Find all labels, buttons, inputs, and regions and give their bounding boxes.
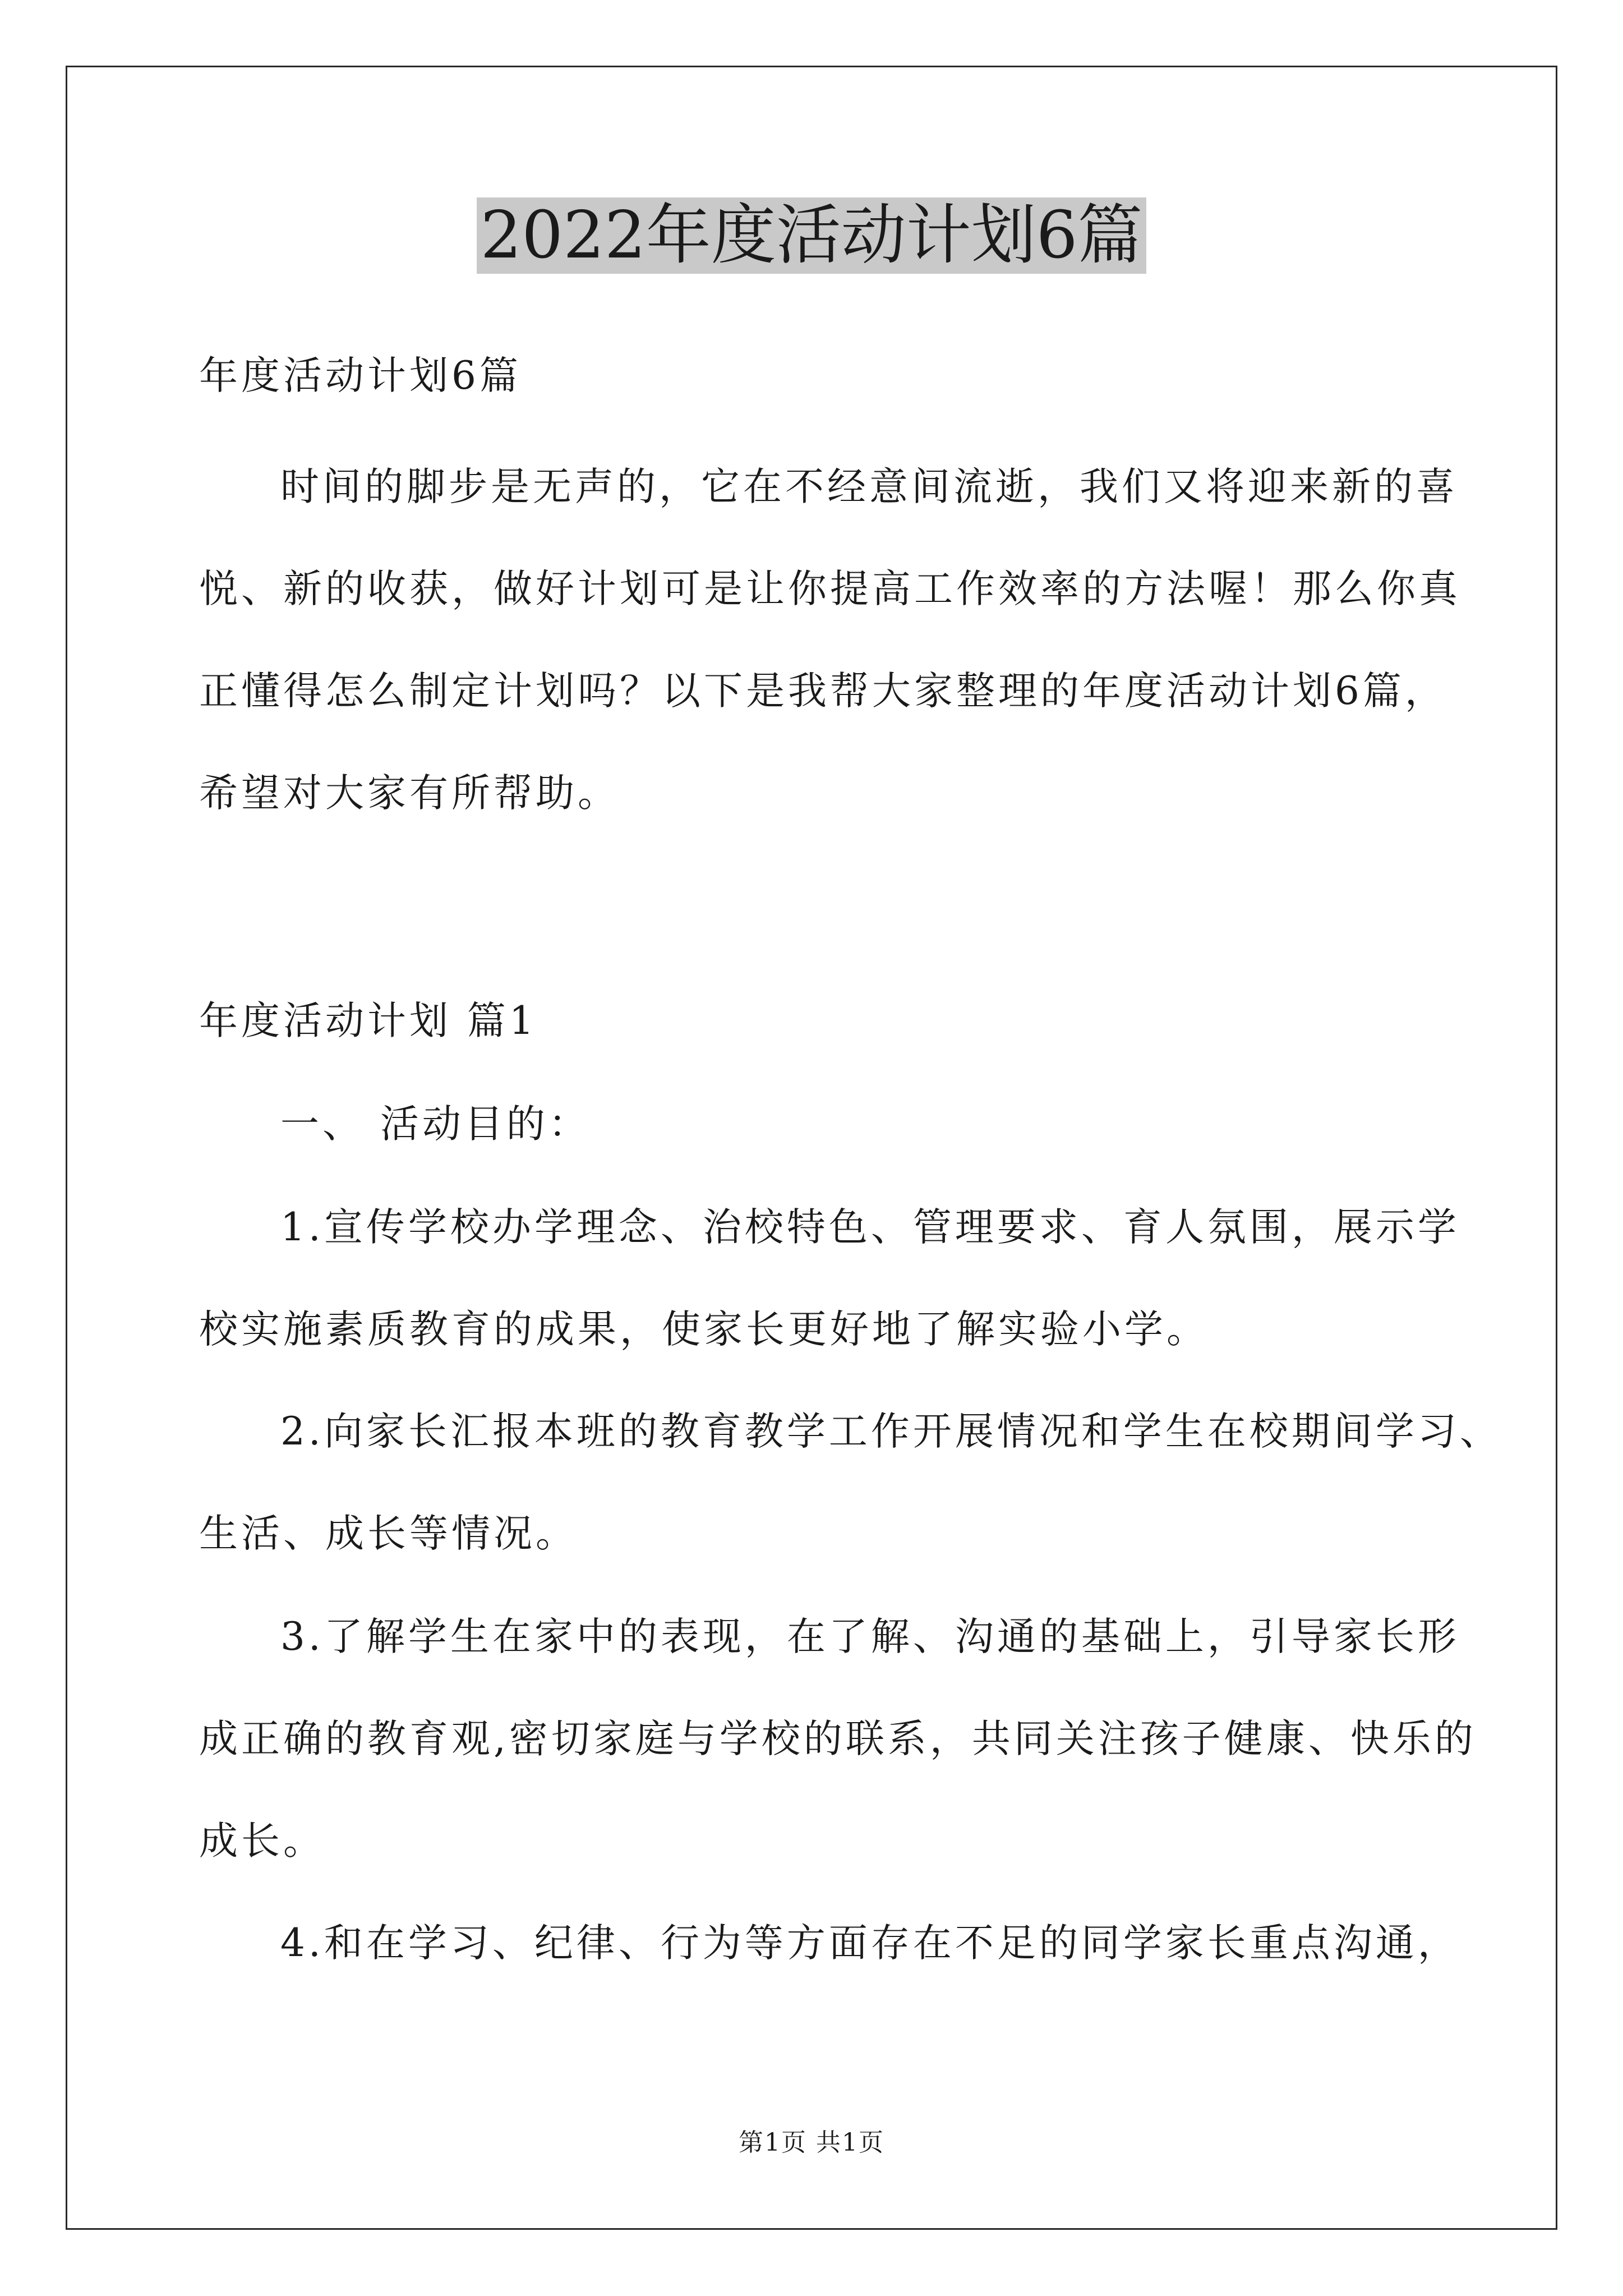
- intro-line: 时间的脚步是无声的，它在不经意间流逝，我们又将迎来新的喜: [280, 464, 1458, 509]
- body-line: 生活、成长等情况。: [199, 1511, 578, 1556]
- body-line: 成正确的教育观,密切家庭与学校的联系，共同关注孩子健康、快乐的: [199, 1717, 1477, 1761]
- intro-line: 希望对大家有所帮助。: [199, 771, 620, 816]
- document-subtitle: 年度活动计划6篇: [199, 353, 522, 398]
- page-footer: 第1页 共1页: [739, 2128, 884, 2157]
- intro-line: 正懂得怎么制定计划吗？以下是我帮大家整理的年度活动计划6篇，: [199, 669, 1447, 714]
- body-line: 3.了解学生在家中的表现，在了解、沟通的基础上，引导家长形: [280, 1614, 1460, 1659]
- title-container: [0, 197, 1623, 274]
- section-heading: 年度活动计划 篇1: [199, 999, 537, 1043]
- section-subheading: 一、 活动目的：: [280, 1102, 591, 1147]
- body-line: 校实施素质教育的成果，使家长更好地了解实验小学。: [199, 1307, 1209, 1352]
- body-line: 成长。: [199, 1819, 325, 1864]
- body-line: 2.向家长汇报本班的教育教学工作开展情况和学生在校期间学习、: [280, 1409, 1502, 1454]
- body-line: 4.和在学习、纪律、行为等方面存在不足的同学家长重点沟通，: [280, 1921, 1460, 1966]
- document-title: 2022年度活动计划6篇: [477, 197, 1146, 274]
- intro-line: 悦、新的收获，做好计划可是让你提高工作效率的方法喔！那么你真: [199, 567, 1461, 611]
- body-line: 1.宣传学校办学理念、治校特色、管理要求、育人氛围，展示学: [280, 1205, 1460, 1250]
